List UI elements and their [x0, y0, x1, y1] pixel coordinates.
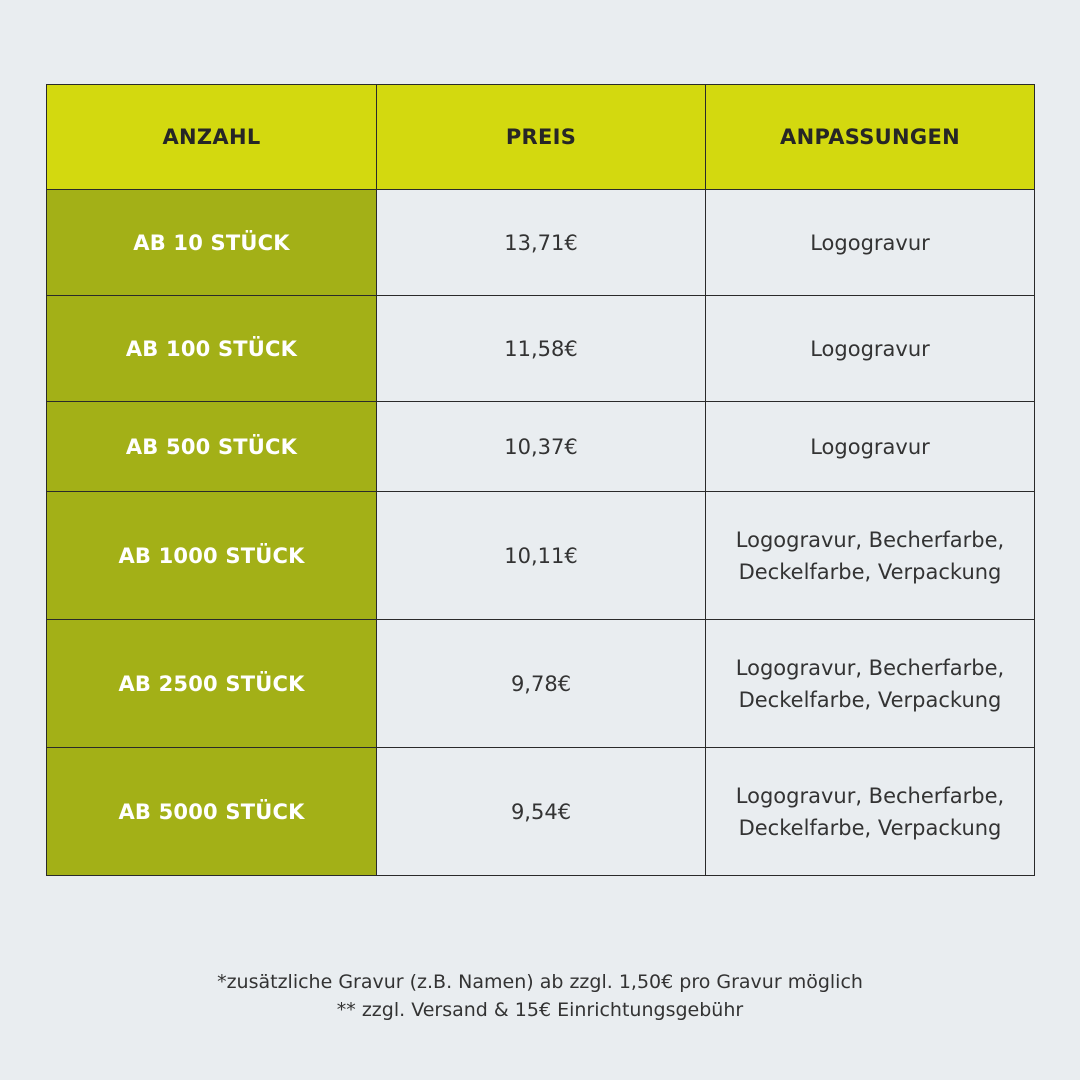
table-row	[47, 748, 1035, 876]
header-quantity: ANZAHL	[47, 85, 377, 190]
table-row	[47, 296, 1035, 402]
price-cell: 11,58€	[377, 296, 706, 402]
customizations-line: Deckelfarbe, Verpackung	[738, 559, 1002, 584]
customizations-line: Deckelfarbe, Verpackung	[738, 815, 1002, 840]
quantity-cell: AB 10 STÜCK	[47, 190, 377, 296]
customizations-cell	[706, 296, 1035, 402]
table-row	[47, 190, 1035, 296]
customizations-line: Logogravur, Becherfarbe,	[735, 783, 1005, 808]
price-cell: 9,78€	[377, 620, 706, 748]
quantity-cell: AB 1000 STÜCK	[47, 492, 377, 620]
header-customizations: ANPASSUNGEN	[706, 85, 1035, 190]
customizations-cell	[706, 748, 1035, 876]
quantity-cell: AB 2500 STÜCK	[47, 620, 377, 748]
table-row	[47, 402, 1035, 492]
quantity-cell: AB 100 STÜCK	[47, 296, 377, 402]
footnote-shipping: ** zzgl. Versand & 15€ Einrichtungsgebühr	[336, 999, 744, 1021]
table-header	[47, 85, 1035, 190]
header-row	[47, 85, 1035, 190]
table-row	[47, 492, 1035, 620]
customizations-cell	[706, 190, 1035, 296]
table-row	[47, 620, 1035, 748]
table-body	[47, 190, 1035, 876]
footnotes	[0, 968, 1080, 1024]
customizations-line: Logogravur	[810, 336, 930, 361]
price-cell: 13,71€	[377, 190, 706, 296]
price-table	[46, 84, 1035, 876]
footnote-engraving: *zusätzliche Gravur (z.B. Namen) ab zzgl. 1,50€ pro Gravur möglich	[217, 971, 863, 993]
customizations-line: Logogravur, Becherfarbe,	[735, 655, 1005, 680]
customizations-line: Logogravur	[810, 230, 930, 255]
price-cell: 9,54€	[377, 748, 706, 876]
customizations-line: Logogravur	[810, 434, 930, 459]
quantity-cell: AB 5000 STÜCK	[47, 748, 377, 876]
customizations-cell	[706, 492, 1035, 620]
price-cell: 10,37€	[377, 402, 706, 492]
customizations-line: Logogravur, Becherfarbe,	[735, 527, 1005, 552]
price-cell: 10,11€	[377, 492, 706, 620]
customizations-line: Deckelfarbe, Verpackung	[738, 687, 1002, 712]
quantity-cell: AB 500 STÜCK	[47, 402, 377, 492]
header-price: PREIS	[377, 85, 706, 190]
customizations-cell	[706, 620, 1035, 748]
customizations-cell	[706, 402, 1035, 492]
